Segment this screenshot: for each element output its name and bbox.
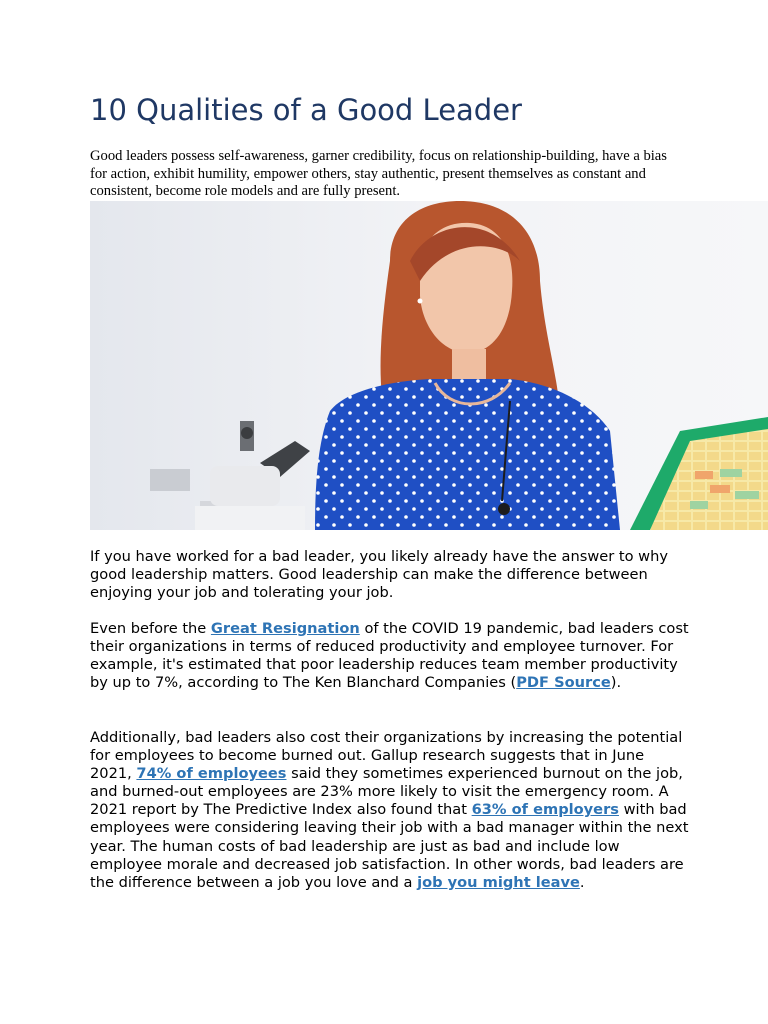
- paragraph-text: with bad employees were considering leaving their job with a bad manager within the next year. The human costs of bad leadership are just as bad and include low employee morale and decreased job satisfaction. In other words, bad leaders are the difference between a job you love and a: [90, 801, 689, 891]
- paragraph-great-resignation: [90, 620, 690, 692]
- hero-image: [90, 201, 768, 530]
- job-you-might-leave-link[interactable]: job you might leave: [417, 873, 580, 891]
- paragraph-text: of the COVID 19 pandemic, bad leaders cost their organizations in terms of reduced productivity and employee turnover. For example, it's estimated that poor leadership reduces team member productivity by up to 7%, according to The Ken Blanchard Companies (: [90, 620, 689, 692]
- pdf-source-link[interactable]: PDF Source: [516, 674, 611, 692]
- paragraph-why-leadership-matters: If you have worked for a bad leader, you likely already have the answer to why good leadership matters. Good leadership can make the difference between enjoying your job and tolerating your job.: [90, 548, 668, 602]
- paragraph-text: Even before the: [90, 620, 211, 637]
- paragraph-text: Additionally, bad leaders also cost their organizations by increasing the potential for employees to become burned out. Gallup research suggests that in June 2021,: [90, 729, 683, 783]
- paragraph-text: ).: [610, 674, 622, 692]
- intro-paragraph: Good leaders possess self-awareness, garner credibility, focus on relationship-building, have a bias for action, exhibit humility, empower others, stay authentic, present themselves as constant and consistent, become role models and are fully present.: [90, 148, 667, 200]
- hero-photo-illustration: [90, 201, 768, 530]
- employers-link[interactable]: 63% of employers: [471, 801, 619, 819]
- paragraph-burnout: [90, 729, 690, 892]
- employees-burnout-link[interactable]: 74% of employees: [136, 765, 287, 783]
- paragraph-text: .: [579, 873, 585, 891]
- great-resignation-link[interactable]: Great Resignation: [210, 620, 360, 637]
- paragraph-text: said they sometimes experienced burnout on the job, and burned-out employees are 23% more likely to visit the emergency room. A 2021 report by The Predictive Index also found that: [90, 765, 683, 819]
- page-title: 10 Qualities of a Good Leader: [90, 93, 522, 127]
